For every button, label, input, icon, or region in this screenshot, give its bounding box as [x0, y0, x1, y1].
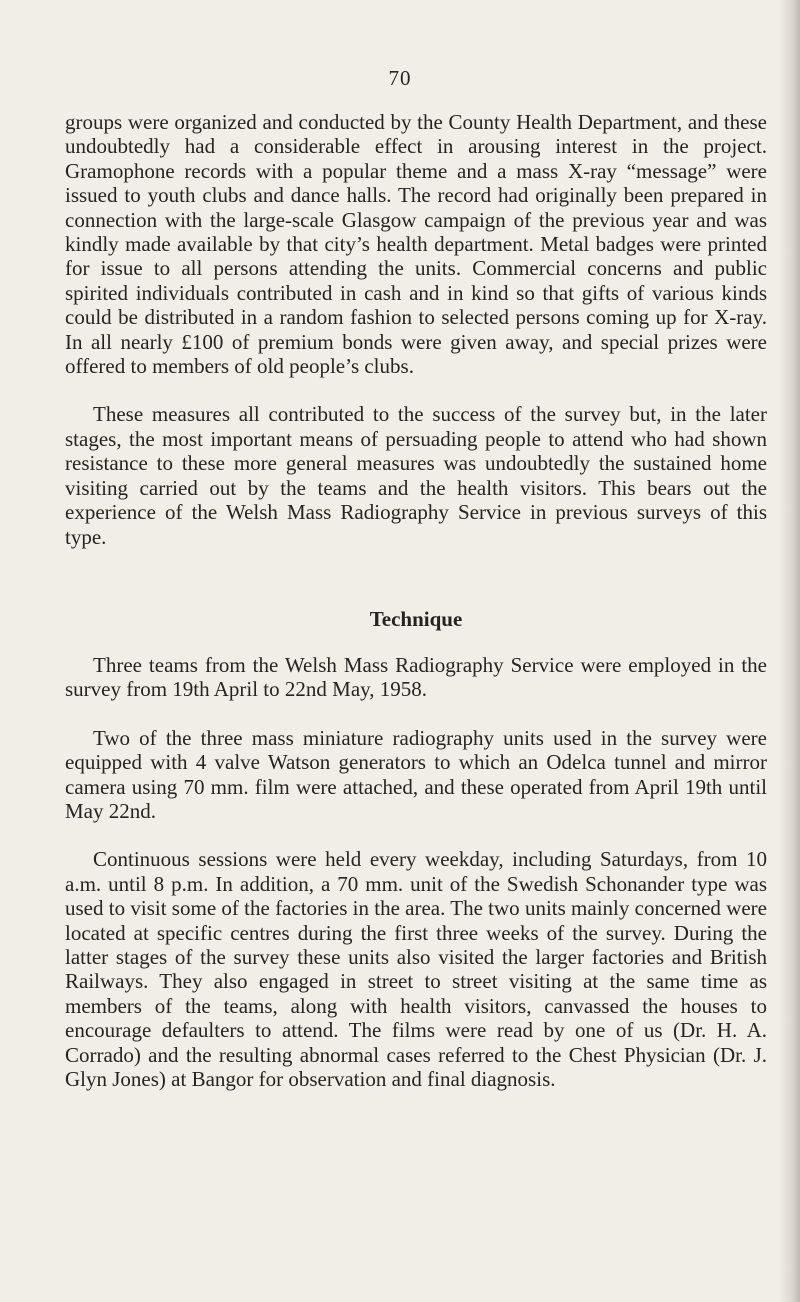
paragraph-sessions: Continuous sessions were held every weekday, including Saturdays, from 10 a.m. until 8 p.m. In addition, a 70 mm. unit of the Swedish Schonander type was used to visit some of the factories in the area. The two units mainly concerned were located at specific centres during the first three weeks of the survey. During the latter stages of the survey these units also visited the larger factories and British Railways. They also engaged in street to street visiting at the same time as members of the teams, along with health visitors, canvassed the houses to encourage defaulters to attend. The films were read by one of us (Dr. H. A. Corrado) and the resulting abnormal cases referred to the Chest Physician (Dr. J. Glyn Jones) at Bangor for observation and final diagnosis.	[65, 847, 767, 1091]
paragraph-publicity-continued: groups were organized and conducted by the County Health Department, and these undoubtedly had a considerable effect in arousing interest in the project. Gramophone records with a popular theme and a mass X-ray “message” were issued to youth clubs and dance halls. The record had originally been prepared in connection with the large-scale Glasgow campaign of the previous year and was kindly made available by that city’s health department. Metal badges were printed for issue to all persons attending the units. Commercial concerns and public spirited individuals contributed in cash and in kind so that gifts of various kinds could be distributed in a random fashion to selected persons coming up for X-ray. In all nearly £100 of premium bonds were given away, and special prizes were offered to members of old people’s clubs.	[65, 110, 767, 379]
paragraph-units-equipment: Two of the three mass miniature radiography units used in the survey were equipped with 4 valve Watson generators to which an Odelca tunnel and mirror camera using 70 mm. film were attached, and these operated from April 19th until May 22nd.	[65, 725, 767, 823]
page-edge-shadow	[778, 0, 800, 1302]
paragraph-teams: Three teams from the Welsh Mass Radiography Service were employed in the survey from 19th April to 22nd May, 1958.	[65, 652, 767, 702]
page-body	[65, 110, 767, 1091]
paragraph-home-visiting: These measures all contributed to the success of the survey but, in the later stages, the most important means of persuading people to attend who had shown resistance to these more general measures was undoubtedly the sustained home visiting carried out by the teams and the health visitors. This bears out the experience of the Welsh Mass Radiography Service in previous surveys of this type.	[65, 402, 767, 549]
section-heading-technique: Technique	[369, 606, 463, 631]
page-number: 70	[388, 66, 412, 90]
